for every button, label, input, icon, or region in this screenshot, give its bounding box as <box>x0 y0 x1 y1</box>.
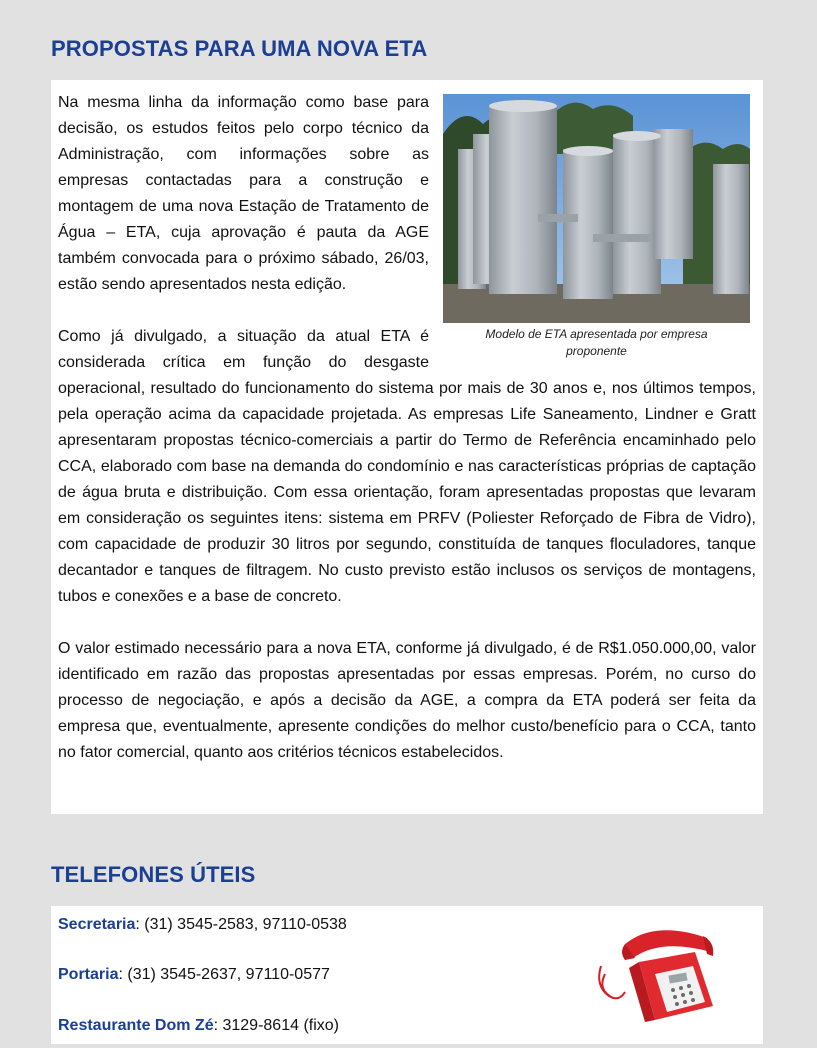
phone-entry-restaurante <box>58 1017 339 1035</box>
phone-value: : (31) 3545-2583, 97110-0538 <box>135 916 347 933</box>
section-title-telefones: TELEFONES ÚTEIS <box>51 862 256 887</box>
eta-tanks-photo <box>443 94 750 323</box>
phone-value: : (31) 3545-2637, 97110-0577 <box>118 966 330 983</box>
phone-label: Restaurante Dom Zé <box>58 1017 214 1034</box>
red-telephone-image <box>595 916 717 1024</box>
section-title-propostas: PROPOSTAS PARA UMA NOVA ETA <box>51 36 428 61</box>
paragraph-1: Na mesma linha da informação como base para decisão, os estudos feitos pelo corpo técnico da Administração, com informações sobre as empresas contactadas para a construção e montagem de uma nova Estação de Tratamento de Água – ETA, cuja aprovação é pauta da AGE também convocada para o próximo sábado, 26/03, estão sendo apresentados nesta edição. <box>58 94 429 293</box>
phone-value: : 3129-8614 (fixo) <box>213 1017 339 1034</box>
phone-entry-secretaria <box>58 916 347 934</box>
photo-caption: Modelo de ETA apresentada por empresa proponente <box>485 327 708 358</box>
photo-figure <box>443 94 750 360</box>
article-panel <box>51 80 763 814</box>
paragraph-2: Como já divulgado, a situação da atual ETA é considerada crítica em função do desgaste operacional, resultado do funcionamento do sistema por mais de 30 anos e, nos últimos tempos, pela operação acima da capacidade projetada. As empresas Life Saneamento, Lindner e Gratt apresentaram propostas técnico-comerciais a partir do Termo de Referência encaminhado pelo CCA, elaborado com base na demanda do condomínio e nas características próprias de captação de água bruta e distribuição. Com essa orientação, foram apresentadas propostas que levaram em consideração os seguintes itens: sistema em PRFV (Poliester Reforçado de Fibra de Vidro), com capacidade de produzir 30 litros por segundo, constituída de tanques floculadores, tanque decantador e tanques de filtragem. No custo previsto estão inclusos os serviços de montagens, tubos e conexões e a base de concreto. <box>58 328 756 605</box>
paragraph-3: O valor estimado necessário para a nova ETA, conforme já divulgado, é de R$1.050.000,00, valor identificado em razão das propostas apresentadas por essas empresas. Porém, no curso do processo de negociação, e após a decisão da AGE, a compra da ETA poderá ser feita da empresa que, eventualmente, apresente condições do melhor custo/benefício para o CCA, tanto no fator comercial, quanto aos critérios técnicos estabelecidos. <box>58 640 756 761</box>
phone-label: Secretaria <box>58 916 136 933</box>
phones-panel <box>51 906 763 1044</box>
phone-label: Portaria <box>58 966 119 983</box>
phone-entry-portaria <box>58 966 330 984</box>
